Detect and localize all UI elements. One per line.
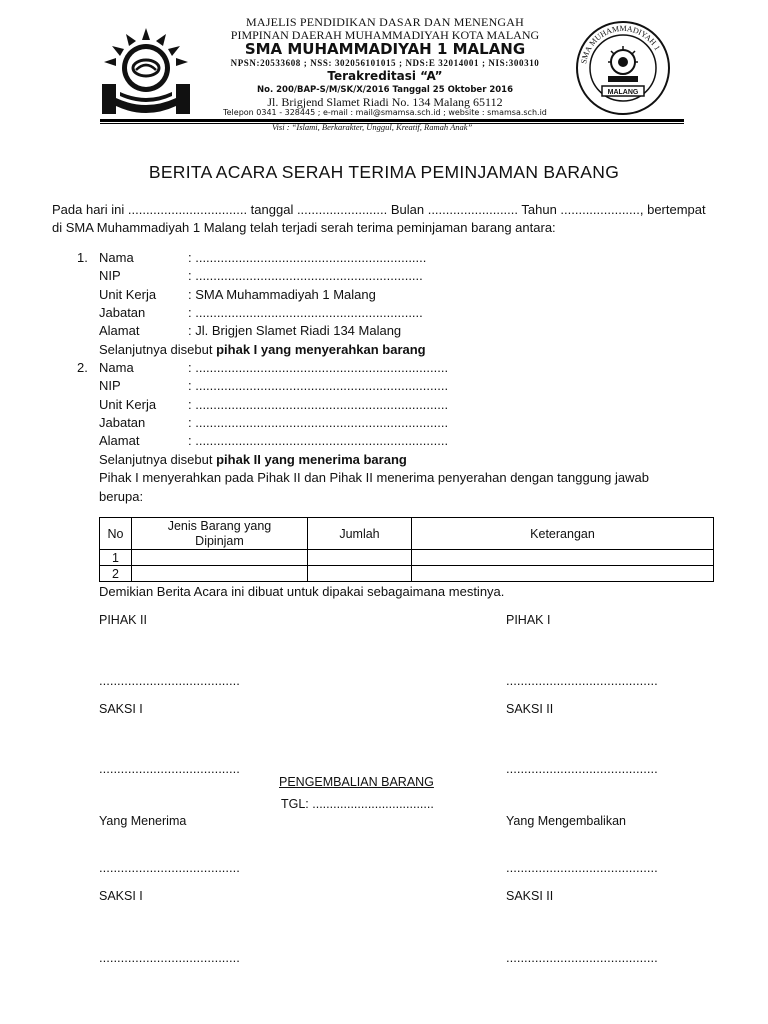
header-line-1: MAJELIS PENDIDIKAN DASAR DAN MENENGAH (245, 15, 525, 29)
header-jenis-line-2: Dipinjam (195, 533, 244, 548)
signature-line-saksi-2: .......................................... (506, 761, 658, 776)
party-1-note (99, 342, 426, 357)
signature-line-receiver: ....................................... (99, 860, 240, 875)
label-return-saksi-1: SAKSI I (99, 889, 143, 903)
return-date: TGL: ................................... (281, 797, 434, 811)
label-saksi-1: SAKSI I (99, 702, 143, 716)
row-2-no: 2 (100, 566, 132, 582)
items-table (99, 517, 714, 582)
intro-line-1: Pada hari ini ................................. tanggal ......................... Bulan ......................... Tahun ......................, bertempat (52, 202, 706, 217)
return-section-title: PENGEMBALIAN BARANG (279, 775, 434, 789)
row-2-jumlah[interactable] (308, 566, 412, 582)
label-saksi-2: SAKSI II (506, 702, 554, 716)
row-1-no: 1 (100, 550, 132, 566)
header-line-2: PIMPINAN DAERAH MUHAMMADIYAH KOTA MALANG (230, 28, 540, 42)
intro-line-2: di SMA Muhammadiyah 1 Malang telah terjadi serah terima peminjaman barang antara: (52, 220, 556, 235)
school-seal-logo (572, 20, 674, 118)
header-jenis (132, 518, 308, 550)
muhammadiyah-logo (96, 26, 196, 118)
label-pihak-2: PIHAK II (99, 613, 147, 627)
party-2-unit-label: Unit Kerja (99, 397, 157, 412)
party-1-nip-value: : ............................................................... (188, 268, 423, 283)
party-1-nip-label: NIP (99, 268, 121, 283)
table-row (100, 566, 714, 582)
party-2-jabatan-label: Jabatan (99, 415, 146, 430)
party-1-alamat-label: Alamat (99, 323, 140, 338)
signature-line-saksi-1: ....................................... (99, 761, 240, 776)
label-yang-menerima: Yang Menerima (99, 814, 187, 828)
party-2-alamat-value: : ...................................................................... (188, 433, 449, 448)
party-2-nama-value: : ...................................................................... (188, 360, 449, 375)
party-1-nama-label: Nama (99, 250, 134, 265)
signature-line-return-saksi-1: ....................................... (99, 950, 240, 965)
items-table-header (100, 518, 714, 550)
header-keterangan: Keterangan (412, 518, 714, 550)
party-2-jabatan-value: : ...................................................................... (188, 415, 449, 430)
party-2-nama-label: Nama (99, 360, 134, 375)
school-contact: Telepon 0341 - 328445 ; e-mail : mail@smamsa.sch.id ; website : smamsa.sch.id (223, 108, 547, 117)
party-1-alamat-value: : Jl. Brigjen Slamet Riadi 134 Malang (188, 323, 402, 338)
label-yang-mengembalikan: Yang Mengembalikan (506, 814, 626, 828)
signature-line-pihak-2: ....................................... (99, 673, 240, 688)
party-2-nip-label: NIP (99, 378, 121, 393)
row-1-keterangan[interactable] (412, 550, 714, 566)
school-vision: Visi : “Islami, Berkarakter, Unggul, Kreatif, Ramah Anak” (272, 122, 473, 132)
signature-line-returner: .......................................... (506, 860, 658, 875)
accreditation: Terakreditasi “A” (327, 69, 443, 83)
handover-line-1: Pihak I menyerahkan pada Pihak II dan Pihak II menerima penyerahan dengan tanggung jawab (99, 470, 649, 485)
document-title: BERITA ACARA SERAH TERIMA PEMINJAMAN BARANG (148, 162, 620, 182)
party-1-unit-label: Unit Kerja (99, 287, 157, 302)
seal-text: SMA MUHAMMADIYAH 1 (579, 23, 662, 65)
decree-number: No. 200/BAP-S/M/SK/X/2016 Tanggal 25 Oktober 2016 (256, 85, 514, 95)
row-1-jenis[interactable] (132, 550, 308, 566)
label-return-saksi-2: SAKSI II (506, 889, 554, 903)
handover-line-2: berupa: (99, 489, 144, 504)
party-1-unit-value: : SMA Muhammadiyah 1 Malang (188, 287, 376, 302)
school-address: Jl. Brigjend Slamet Riadi No. 134 Malang 65112 (267, 95, 503, 109)
party-1-jabatan-label: Jabatan (99, 305, 146, 320)
party-2-note-prefix: Selanjutnya disebut (99, 452, 217, 467)
party-1-jabatan-value: : ............................................................... (188, 305, 423, 320)
party-2-number: 2. (77, 360, 88, 375)
row-2-jenis[interactable] (132, 566, 308, 582)
signature-line-return-saksi-2: .......................................... (506, 950, 658, 965)
school-ids: NPSN:20533608 ; NSS: 302056101015 ; NDS:E 32014001 ; NIS:300310 (230, 58, 540, 68)
party-2-note (99, 452, 407, 467)
party-2-note-role: pihak II yang menerima barang (216, 452, 407, 467)
closing-statement: Demikian Berita Acara ini dibuat untuk dipakai sebagaimana mestinya. (99, 584, 505, 599)
seal-city: MALANG (607, 89, 639, 96)
header-no: No (100, 518, 132, 550)
party-1-number: 1. (77, 250, 88, 265)
party-1-note-role: pihak I yang menyerahkan barang (216, 342, 426, 357)
header-jenis-line-1: Jenis Barang yang (167, 518, 272, 533)
party-2-unit-value: : ...................................................................... (188, 397, 449, 412)
row-2-keterangan[interactable] (412, 566, 714, 582)
label-pihak-1: PIHAK I (506, 613, 551, 627)
party-1-note-prefix: Selanjutnya disebut (99, 342, 217, 357)
signature-line-pihak-1: .......................................... (506, 673, 658, 688)
school-name: SMA MUHAMMADIYAH 1 MALANG (244, 40, 526, 58)
party-2-alamat-label: Alamat (99, 433, 140, 448)
header-jumlah: Jumlah (308, 518, 412, 550)
party-2-nip-value: : ...................................................................... (188, 378, 449, 393)
row-1-jumlah[interactable] (308, 550, 412, 566)
party-1-nama-value: : ................................................................ (188, 250, 427, 265)
table-row (100, 550, 714, 566)
